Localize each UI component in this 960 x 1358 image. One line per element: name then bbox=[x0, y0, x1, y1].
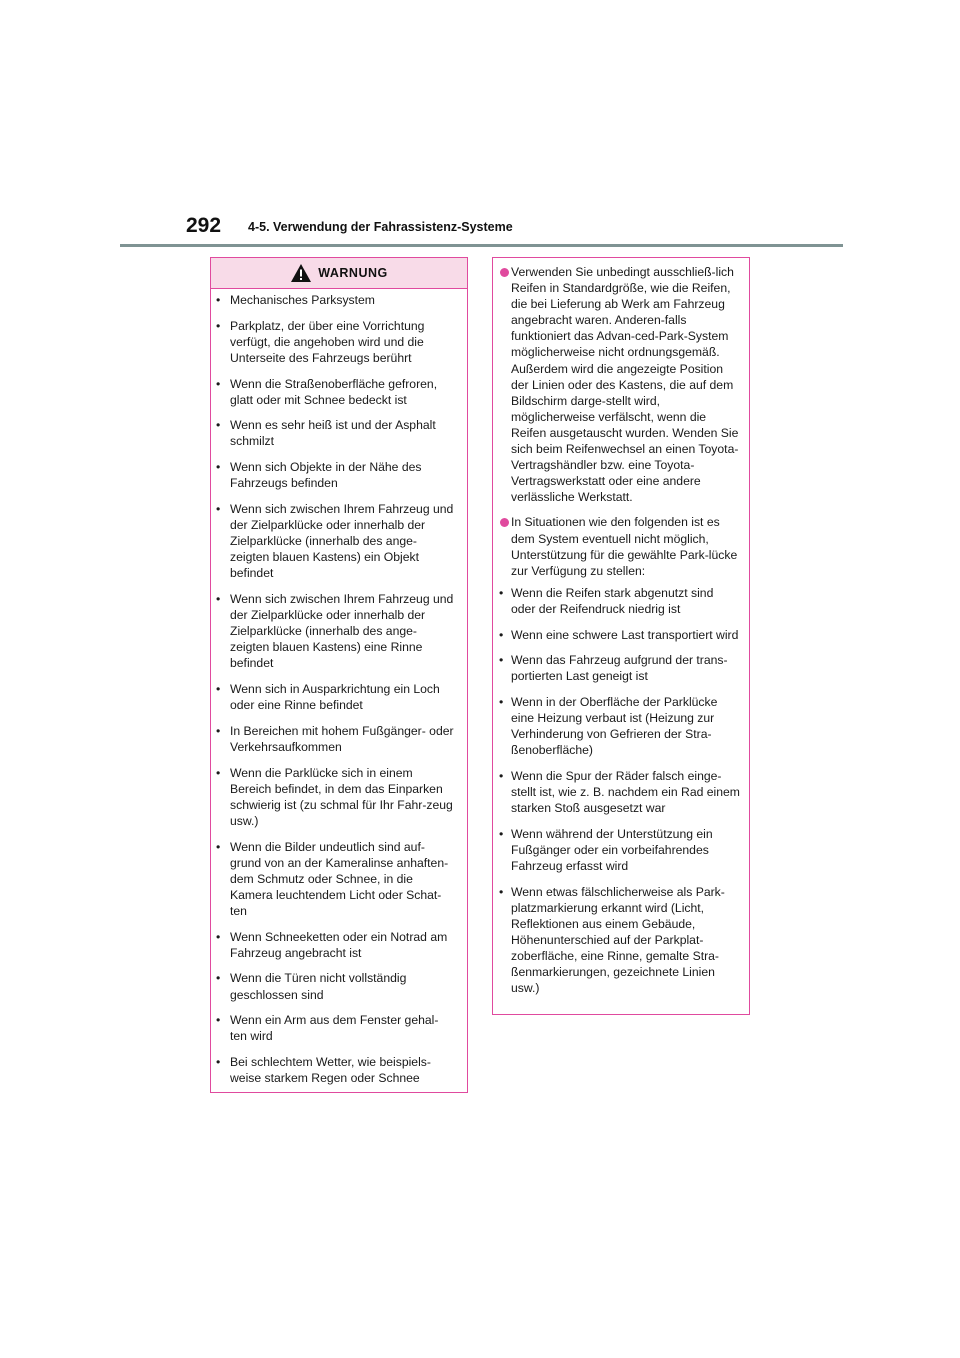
list-item bbox=[211, 591, 467, 671]
item-text: Wenn sich zwischen Ihrem Fahrzeug und der Zielparklücke oder innerhalb der Zielparklücke (innerhalb des ange-zeigten blauen Kastens) eine Rinne befindet bbox=[230, 591, 454, 671]
list-item bbox=[493, 585, 749, 617]
item-text: Wenn sich zwischen Ihrem Fahrzeug und der Zielparklücke oder innerhalb der Zielparklücke (innerhalb des ange-zeigten blauen Kastens) ein Objekt befindet bbox=[230, 501, 454, 581]
list-item bbox=[211, 765, 467, 829]
item-text: Wenn die Bilder undeutlich sind auf-grund von an der Kameralinse anhaften-dem Schmutz oder Schnee, in die Kamera leuchtendem Licht oder Schat-ten bbox=[230, 839, 449, 918]
list-item bbox=[211, 318, 467, 366]
bullet: • bbox=[216, 1013, 221, 1028]
item-text: Wenn die Spur der Räder falsch einge-stellt ist, wie z. B. nachdem ein Rad einem starken Stoß ausgesetzt war bbox=[511, 769, 740, 816]
item-text: Wenn sich Objekte in der Nähe des Fahrzeugs befinden bbox=[230, 460, 422, 491]
item-text: In Bereichen mit hohem Fußgänger- oder Verkehrsaufkommen bbox=[230, 723, 454, 754]
list-item bbox=[493, 694, 749, 758]
item-text: Bei schlechtem Wetter, wie beispiels-weise starkem Regen oder Schnee bbox=[230, 1054, 431, 1086]
item-text: Mechanisches Parksystem bbox=[230, 293, 375, 307]
item-text: Wenn Schneeketten oder ein Notrad am Fahrzeug angebracht ist bbox=[230, 929, 448, 960]
bullet: • bbox=[216, 723, 221, 738]
info-content bbox=[493, 264, 749, 1006]
list-item bbox=[493, 652, 749, 684]
bullet: • bbox=[216, 418, 221, 433]
item-text: Wenn eine schwere Last transportiert wird bbox=[511, 627, 739, 642]
list-item bbox=[211, 292, 467, 308]
warning-header bbox=[211, 258, 467, 289]
info-paragraph-tires bbox=[493, 264, 749, 505]
bullet: • bbox=[216, 460, 221, 475]
item-text: Wenn die Türen nicht vollständig geschlossen sind bbox=[230, 971, 407, 1002]
list-item bbox=[493, 884, 749, 997]
item-text: Wenn in der Oberfläche der Parklücke eine Heizung verbaut ist (Heizung zur Verhinderung von Gefrieren der Stra-ßenoberfläche) bbox=[511, 695, 718, 758]
info-list bbox=[493, 585, 749, 997]
list-item bbox=[493, 768, 749, 816]
bullet: • bbox=[499, 769, 504, 783]
list-item bbox=[211, 1012, 467, 1044]
paragraph-text: In Situationen wie den folgenden ist es dem System eventuell nicht möglich, Unterstützung für die gewählte Park-lücke zur Verfügung zu stellen: bbox=[511, 515, 738, 578]
section-title: 4-5. Verwendung der Fahrassistenz-Systeme bbox=[248, 220, 513, 234]
circle-bullet-icon bbox=[500, 268, 509, 277]
item-text: Wenn die Parklücke sich in einem Bereich befindet, in dem das Einparken schwierig ist (zu schmal für Ihr Fahr-zeug usw.) bbox=[230, 765, 453, 828]
bullet: • bbox=[216, 501, 221, 516]
bullet: • bbox=[216, 765, 221, 780]
bullet: • bbox=[499, 653, 504, 668]
bullet: • bbox=[216, 591, 221, 606]
list-item bbox=[211, 839, 467, 919]
list-item bbox=[211, 929, 467, 961]
bullet: • bbox=[216, 293, 221, 307]
info-box bbox=[492, 257, 750, 1015]
item-text: Parkplatz, der über eine Vorrichtung verfügt, die angehoben wird und die Unterseite des Fahrzeugs berührt bbox=[230, 318, 425, 365]
list-item bbox=[211, 376, 467, 408]
item-text: Wenn das Fahrzeug aufgrund der trans-portierten Last geneigt ist bbox=[511, 653, 728, 684]
warning-triangle-icon bbox=[290, 263, 312, 283]
bullet: • bbox=[216, 376, 221, 391]
bullet: • bbox=[216, 682, 221, 697]
bullet: • bbox=[216, 318, 221, 333]
item-text: Wenn während der Unterstützung ein Fußgänger oder ein vorbeifahrendes Fahrzeug erfasst wird bbox=[511, 826, 713, 874]
bullet: • bbox=[216, 1054, 221, 1069]
info-paragraph-situations bbox=[493, 514, 749, 578]
item-text: Wenn die Reifen stark abgenutzt sind oder der Reifendruck niedrig ist bbox=[511, 585, 714, 616]
list-item bbox=[211, 970, 467, 1002]
bullet: • bbox=[499, 585, 504, 600]
item-text: Wenn sich in Ausparkrichtung ein Loch oder eine Rinne befindet bbox=[230, 682, 440, 713]
list-item bbox=[493, 627, 749, 643]
bullet: • bbox=[499, 627, 504, 642]
bullet: • bbox=[216, 971, 221, 986]
warning-list bbox=[211, 292, 467, 1096]
bullet: • bbox=[499, 826, 504, 841]
page-number: 292 bbox=[186, 214, 222, 237]
warning-box bbox=[210, 257, 468, 1093]
list-item bbox=[211, 459, 467, 491]
bullet: • bbox=[216, 839, 221, 854]
item-text: Wenn die Straßenoberfläche gefroren, glatt oder mit Schnee bedeckt ist bbox=[230, 376, 438, 407]
item-text: Wenn ein Arm aus dem Fenster gehal-ten wird bbox=[230, 1013, 439, 1044]
bullet: • bbox=[499, 695, 504, 710]
list-item bbox=[211, 417, 467, 449]
paragraph-text: Verwenden Sie unbedingt ausschließ-lich Reifen in Standardgröße, wie die Reifen, die bei Lieferung ab Werk am Fahrzeug angebracht waren. Anderen-falls funktioniert das Advan-ced-Park-System möglicherweise nicht ordnungsgemäß. Außerdem wird die angezeigte Position der Linien oder des Kastens, die auf dem Bildschirm darge-stellt wird, möglicherweise verfälscht, wenn die Reifen ausgetauscht wurden. Wenden Sie sich beim Reifenwechsel an einen Toyota-Vertragshändler bzw. eine Toyota-Vertragswerkstatt oder eine andere verlässliche Werkstatt. bbox=[511, 265, 739, 505]
bullet: • bbox=[216, 929, 221, 944]
item-text: Wenn es sehr heiß ist und der Asphalt schmilzt bbox=[230, 418, 436, 449]
bullet: • bbox=[499, 884, 504, 899]
list-item bbox=[211, 723, 467, 755]
list-item bbox=[211, 501, 467, 581]
circle-bullet-icon bbox=[500, 518, 509, 527]
header-rule bbox=[120, 244, 843, 247]
list-item bbox=[493, 826, 749, 874]
list-item bbox=[211, 1054, 467, 1086]
warning-title: WARNUNG bbox=[318, 266, 388, 280]
list-item bbox=[211, 681, 467, 713]
item-text: Wenn etwas fälschlicherweise als Park-platzmarkierung erkannt wird (Licht, Reflektionen aus einem Gebäude, Höhenunterschied auf der Parkplat-zoberfläche, eine Rinne, gemalte Stra-ßenmarkierungen, gezeichnete Linien usw.) bbox=[511, 884, 725, 996]
